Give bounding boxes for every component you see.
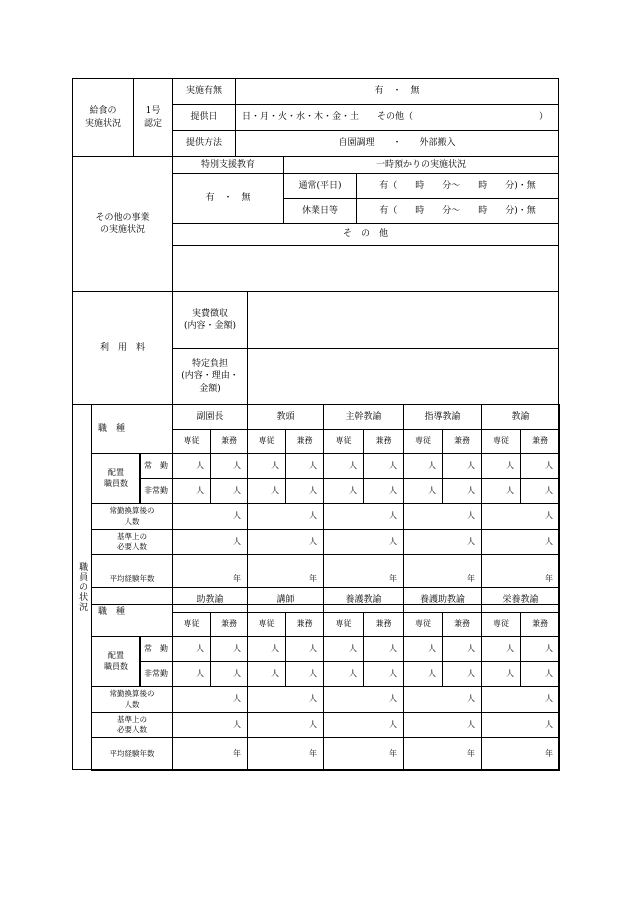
staff-count-cell[interactable]: 人 [210, 661, 248, 687]
meal-days-value[interactable]: 日・月・火・水・木・金・土 その他（ ） [235, 104, 559, 131]
full-time-header: 専従 [403, 429, 443, 454]
job-name: 教諭 [481, 404, 560, 430]
fee-special-field[interactable] [247, 348, 559, 405]
placement-label-b: 配置 職員数 [91, 636, 141, 687]
years-cell[interactable]: 年 [481, 737, 560, 771]
staff-count-cell[interactable]: 人 [247, 478, 286, 504]
staff-count-cell[interactable]: 人 [363, 661, 404, 687]
staff-count-cell[interactable]: 人 [363, 636, 404, 662]
full-time-header: 専従 [172, 429, 211, 454]
staff-count-cell[interactable]: 人 [520, 636, 560, 662]
weekday-value[interactable]: 有（ 時 分〜 時 分)・無 [356, 173, 559, 199]
holiday-value[interactable]: 有（ 時 分〜 時 分)・無 [356, 198, 559, 224]
dual-role-header: 兼務 [442, 429, 482, 454]
converted-count-cell[interactable]: 人 [403, 503, 482, 530]
staff-count-cell[interactable]: 人 [285, 661, 324, 687]
staff-side-label: 職員の状況 [72, 404, 92, 770]
meal-impl-value[interactable]: 有 ・ 無 [235, 78, 559, 105]
staff-count-cell[interactable]: 人 [442, 453, 482, 479]
staff-count-cell[interactable]: 人 [172, 453, 211, 479]
staff-count-cell[interactable]: 人 [481, 661, 521, 687]
facility-form [72, 78, 559, 770]
dual-role-header: 兼務 [363, 429, 404, 454]
staff-count-cell[interactable]: 人 [363, 453, 404, 479]
converted-count-cell[interactable]: 人 [247, 686, 324, 713]
regular-label-b: 常 勤 [139, 636, 173, 662]
full-time-header: 専従 [323, 429, 364, 454]
dual-role-header: 兼務 [520, 612, 560, 637]
converted-label-a: 常勤換算後の 人数 [91, 503, 173, 530]
years-cell[interactable]: 年 [481, 554, 560, 605]
years-cell[interactable]: 年 [323, 554, 404, 605]
years-label-a: 平均経験年数 [91, 554, 173, 605]
converted-count-cell[interactable]: 人 [403, 686, 482, 713]
staff-count-cell[interactable]: 人 [323, 453, 364, 479]
years-cell[interactable]: 年 [172, 554, 248, 605]
standard-label-b: 基準上の 必要人数 [91, 712, 173, 738]
standard-count-cell[interactable]: 人 [403, 712, 482, 738]
dual-role-header: 兼務 [285, 429, 324, 454]
fee-special-label: 特定負担 (内容・理由・ 金額) [172, 348, 248, 405]
other-misc-label: そ の 他 [172, 223, 559, 246]
parttime-label-b: 非常勤 [139, 661, 173, 687]
dual-role-header: 兼務 [210, 612, 248, 637]
staff-count-cell[interactable]: 人 [247, 636, 286, 662]
standard-count-cell[interactable]: 人 [481, 712, 560, 738]
weekday-label: 通常(平日) [283, 173, 357, 199]
years-cell[interactable]: 年 [172, 737, 248, 771]
converted-count-cell[interactable]: 人 [481, 686, 560, 713]
meal-method-label: 提供方法 [172, 130, 236, 157]
staff-count-cell[interactable]: 人 [323, 636, 364, 662]
staff-count-cell[interactable]: 人 [442, 636, 482, 662]
staff-count-cell[interactable]: 人 [481, 478, 521, 504]
staff-count-cell[interactable]: 人 [442, 478, 482, 504]
staff-count-cell[interactable]: 人 [481, 636, 521, 662]
staff-count-cell[interactable]: 人 [172, 478, 211, 504]
placement-label-a: 配置 職員数 [91, 453, 141, 504]
job-name: 教頭 [247, 404, 324, 430]
full-time-header: 専従 [247, 429, 286, 454]
other-row-label: その他の事業 の実施状況 [72, 156, 173, 292]
dual-role-header: 兼務 [520, 429, 560, 454]
fee-actual-field[interactable] [247, 291, 559, 349]
converted-label-b: 常勤換算後の 人数 [91, 686, 173, 713]
job-name: 栄養教諭 [481, 587, 560, 613]
fee-row-label: 利 用 料 [72, 291, 173, 405]
special-support-label: 特別支援教育 [172, 156, 284, 174]
meal-method-value[interactable]: 自園調理 ・ 外部搬入 [235, 130, 559, 157]
staff-count-cell[interactable]: 人 [172, 661, 211, 687]
meal-impl-label: 実施有無 [172, 78, 236, 105]
dual-role-header: 兼務 [442, 612, 482, 637]
dual-role-header: 兼務 [363, 612, 404, 637]
temp-care-label: 一時預かりの実施状況 [283, 156, 559, 174]
meal-type-label: 1号 認定 [133, 78, 173, 157]
staff-count-cell[interactable]: 人 [520, 453, 560, 479]
staff-count-cell[interactable]: 人 [247, 661, 286, 687]
staff-count-cell[interactable]: 人 [403, 478, 443, 504]
staff-count-cell[interactable]: 人 [285, 636, 324, 662]
standard-count-cell[interactable]: 人 [323, 712, 404, 738]
job-type-label-a: 職 種 [91, 404, 173, 454]
staff-count-cell[interactable]: 人 [210, 453, 248, 479]
regular-label-a: 常 勤 [139, 453, 173, 479]
standard-count-cell[interactable]: 人 [172, 712, 248, 738]
years-cell[interactable]: 年 [403, 554, 482, 605]
holiday-label: 休業日等 [283, 198, 357, 224]
staff-count-cell[interactable]: 人 [285, 478, 324, 504]
staff-count-cell[interactable]: 人 [285, 453, 324, 479]
meal-row-label: 給食の 実施状況 [72, 78, 134, 157]
job-name: 主幹教諭 [323, 404, 404, 430]
years-label-b: 平均経験年数 [91, 737, 173, 771]
standard-count-cell[interactable]: 人 [481, 529, 560, 555]
special-support-value[interactable]: 有 ・ 無 [172, 173, 284, 224]
full-time-header: 専従 [172, 612, 211, 637]
staff-count-cell[interactable]: 人 [172, 636, 211, 662]
staff-count-cell[interactable]: 人 [210, 478, 248, 504]
job-name: 助教諭 [172, 587, 248, 613]
job-name: 養護助教諭 [403, 587, 482, 613]
years-cell[interactable]: 年 [323, 737, 404, 771]
converted-count-cell[interactable]: 人 [481, 503, 560, 530]
staff-count-cell[interactable]: 人 [403, 636, 443, 662]
staff-count-cell[interactable]: 人 [442, 661, 482, 687]
job-name: 講師 [247, 587, 324, 613]
converted-count-cell[interactable]: 人 [323, 503, 404, 530]
staff-count-cell[interactable]: 人 [481, 453, 521, 479]
staff-count-cell[interactable]: 人 [403, 661, 443, 687]
other-misc-field[interactable] [172, 245, 559, 292]
staff-count-cell[interactable]: 人 [323, 661, 364, 687]
standard-count-cell[interactable]: 人 [247, 529, 324, 555]
job-name: 指導教諭 [403, 404, 482, 430]
years-cell[interactable]: 年 [247, 554, 324, 605]
parttime-label-a: 非常勤 [139, 478, 173, 504]
fee-actual-label: 実費徴収 (内容・金額) [172, 291, 248, 349]
full-time-header: 専従 [481, 612, 521, 637]
converted-count-cell[interactable]: 人 [247, 503, 324, 530]
standard-count-cell[interactable]: 人 [247, 712, 324, 738]
standard-label-a: 基準上の 必要人数 [91, 529, 173, 555]
full-time-header: 専従 [481, 429, 521, 454]
staff-count-cell[interactable]: 人 [210, 636, 248, 662]
staff-count-cell[interactable]: 人 [247, 453, 286, 479]
staff-count-cell[interactable]: 人 [363, 478, 404, 504]
full-time-header: 専従 [403, 612, 443, 637]
staff-count-cell[interactable]: 人 [520, 661, 560, 687]
converted-count-cell[interactable]: 人 [172, 686, 248, 713]
full-time-header: 専従 [323, 612, 364, 637]
job-type-label-b: 職 種 [91, 587, 173, 637]
years-cell[interactable]: 年 [403, 737, 482, 771]
job-name: 副園長 [172, 404, 248, 430]
meal-days-label: 提供日 [172, 104, 236, 131]
converted-count-cell[interactable]: 人 [323, 686, 404, 713]
staff-count-cell[interactable]: 人 [323, 478, 364, 504]
full-time-header: 専従 [247, 612, 286, 637]
dual-role-header: 兼務 [285, 612, 324, 637]
staff-count-cell[interactable]: 人 [403, 453, 443, 479]
dual-role-header: 兼務 [210, 429, 248, 454]
converted-count-cell[interactable]: 人 [172, 503, 248, 530]
staff-count-cell[interactable]: 人 [520, 478, 560, 504]
standard-count-cell[interactable]: 人 [323, 529, 404, 555]
job-name: 養護教諭 [323, 587, 404, 613]
standard-count-cell[interactable]: 人 [403, 529, 482, 555]
years-cell[interactable]: 年 [247, 737, 324, 771]
standard-count-cell[interactable]: 人 [172, 529, 248, 555]
